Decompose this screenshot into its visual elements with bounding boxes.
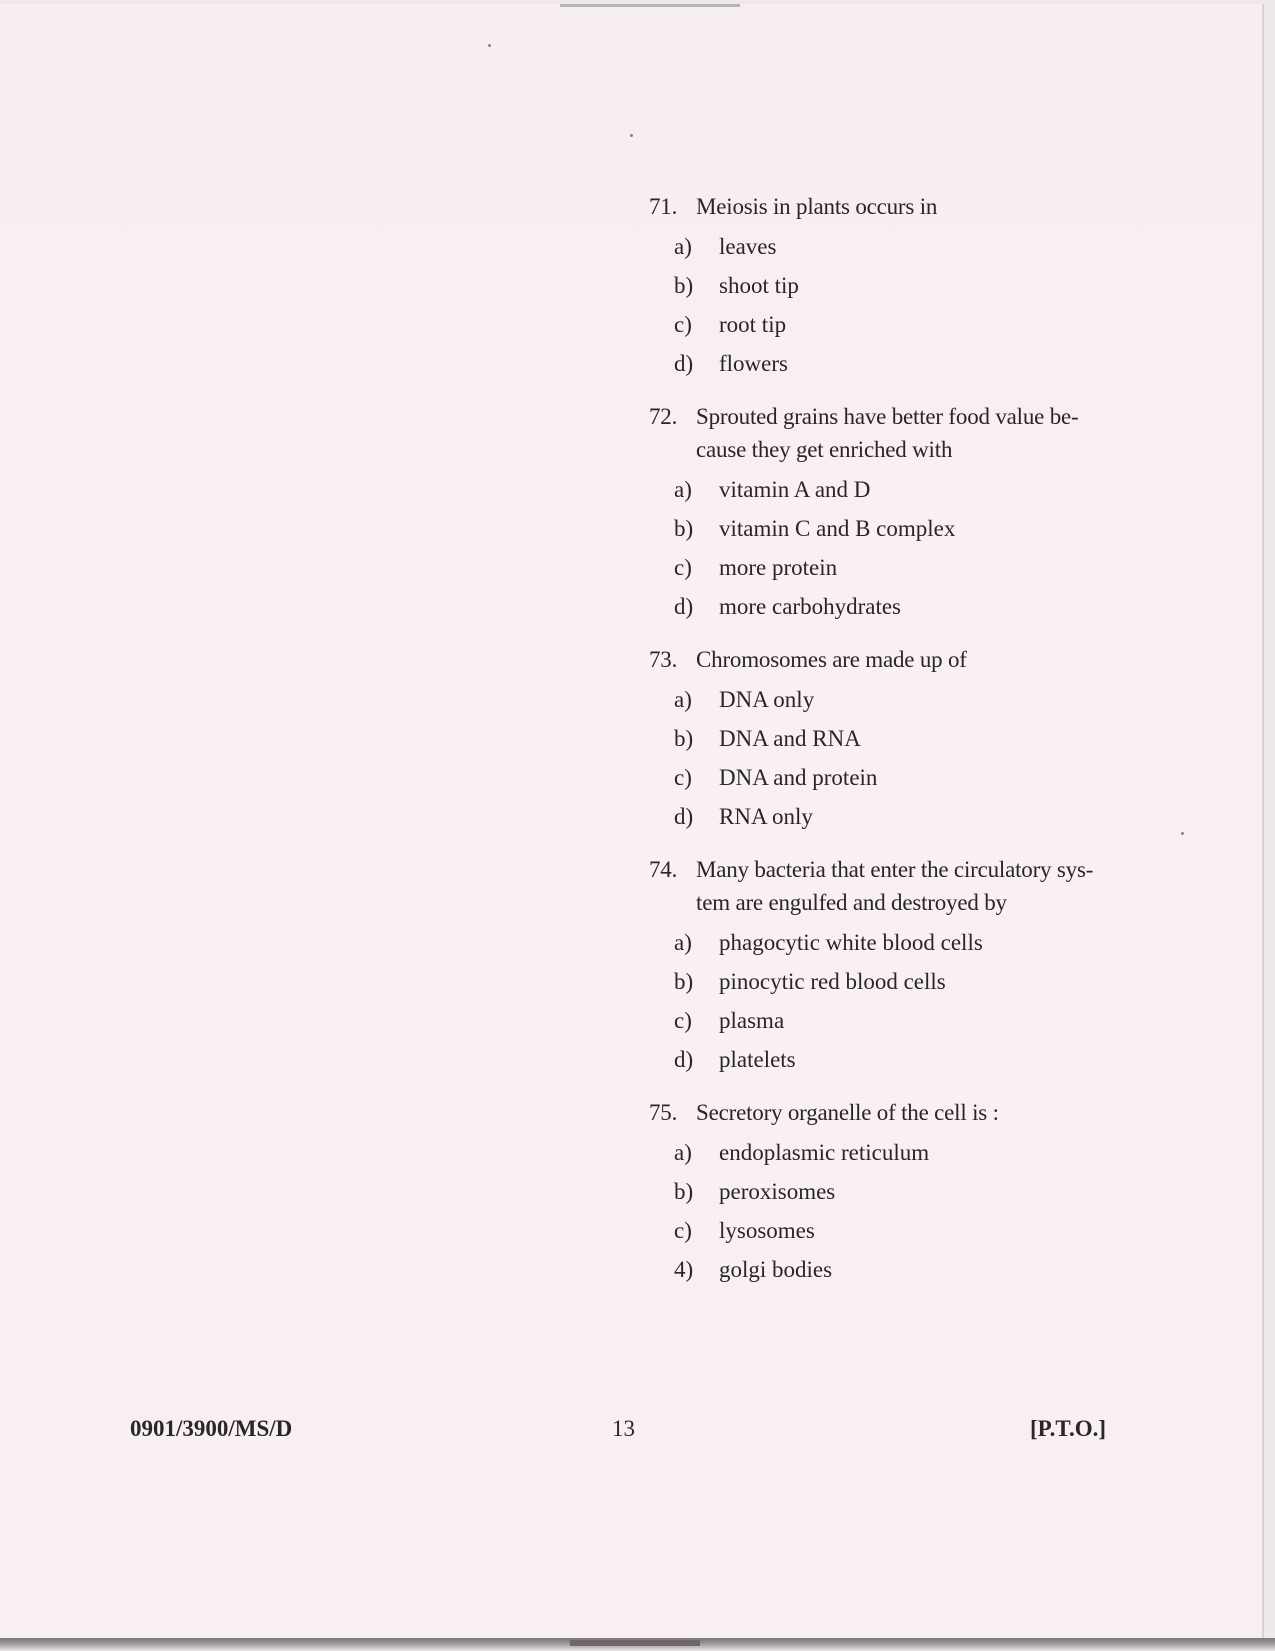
option-text: phagocytic white blood cells — [719, 930, 983, 955]
option-text: RNA only — [719, 804, 813, 829]
option-text: vitamin A and D — [719, 477, 871, 502]
option-label: c) — [674, 555, 692, 580]
question-number: 71. — [649, 194, 678, 219]
option-label: 4) — [674, 1257, 694, 1282]
option-label: a) — [674, 930, 692, 955]
option-label: c) — [674, 312, 692, 337]
paper-speck — [630, 134, 633, 137]
option-c — [649, 305, 1119, 344]
option-text: golgi bodies — [719, 1257, 833, 1282]
option-a — [649, 227, 1119, 266]
question-list — [649, 190, 1119, 1306]
question-73 — [649, 643, 1119, 836]
option-text: shoot tip — [719, 273, 799, 298]
option-text: endoplasmic reticulum — [719, 1140, 930, 1165]
option-text: flowers — [719, 351, 788, 376]
option-d — [649, 587, 1119, 626]
option-text: peroxisomes — [719, 1179, 836, 1204]
option-c — [649, 758, 1119, 797]
option-label: b) — [674, 273, 694, 298]
paper-speck — [1181, 832, 1184, 835]
option-list — [649, 470, 1119, 626]
question-stem — [649, 853, 1119, 919]
option-text: DNA and protein — [719, 765, 878, 790]
option-b — [649, 962, 1119, 1001]
option-label: d) — [674, 804, 694, 829]
question-stem — [649, 190, 1119, 223]
paper-speck — [488, 44, 491, 47]
question-number: 73. — [649, 647, 678, 672]
option-text: more protein — [719, 555, 838, 580]
option-text: platelets — [719, 1047, 796, 1072]
option-text: lysosomes — [719, 1218, 815, 1243]
option-a — [649, 923, 1119, 962]
option-label: b) — [674, 516, 694, 541]
option-c — [649, 1211, 1119, 1250]
option-a — [649, 1133, 1119, 1172]
option-c — [649, 1001, 1119, 1040]
question-text: Meiosis in plants occurs in — [696, 194, 938, 219]
question-number: 75. — [649, 1100, 678, 1125]
option-b — [649, 509, 1119, 548]
option-label: c) — [674, 1008, 692, 1033]
option-list — [649, 227, 1119, 383]
option-c — [649, 548, 1119, 587]
option-label: c) — [674, 765, 692, 790]
option-list — [649, 680, 1119, 836]
option-d — [649, 344, 1119, 383]
question-text: Sprouted grains have better food value be-cause they get enriched with — [696, 404, 1079, 462]
option-label: a) — [674, 234, 692, 259]
option-d — [649, 1040, 1119, 1079]
option-a — [649, 680, 1119, 719]
option-label: a) — [674, 477, 692, 502]
question-stem — [649, 1096, 1119, 1129]
question-72 — [649, 400, 1119, 626]
exam-page — [0, 4, 1262, 1644]
please-turn-over: [P.T.O.] — [1030, 1416, 1107, 1441]
question-74 — [649, 853, 1119, 1079]
question-stem — [649, 643, 1119, 676]
option-text: more carbohydrates — [719, 594, 902, 619]
option-text: DNA and RNA — [719, 726, 861, 751]
question-75 — [649, 1096, 1119, 1289]
option-label: b) — [674, 1179, 694, 1204]
option-label: b) — [674, 969, 694, 994]
option-label: c) — [674, 1218, 692, 1243]
option-text: plasma — [719, 1008, 785, 1033]
option-text: DNA only — [719, 687, 815, 712]
option-label: d) — [674, 1047, 694, 1072]
option-text: root tip — [719, 312, 787, 337]
page-top-edge — [560, 4, 740, 7]
option-label: d) — [674, 351, 694, 376]
option-a — [649, 470, 1119, 509]
option-d — [649, 797, 1119, 836]
option-list — [649, 923, 1119, 1079]
option-b — [649, 266, 1119, 305]
option-label: a) — [674, 1140, 692, 1165]
option-b — [649, 719, 1119, 758]
question-71 — [649, 190, 1119, 383]
question-text: Secretory organelle of the cell is : — [696, 1100, 999, 1125]
question-text: Many bacteria that enter the circulatory sys-tem are engulfed and destroyed by — [696, 857, 1094, 915]
option-text: leaves — [719, 234, 777, 259]
question-number: 74. — [649, 857, 678, 882]
option-label: d) — [674, 594, 694, 619]
option-text: pinocytic red blood cells — [719, 969, 946, 994]
option-list — [649, 1133, 1119, 1289]
option-label: a) — [674, 687, 692, 712]
scanner-tab — [570, 1640, 700, 1646]
option-b — [649, 1172, 1119, 1211]
option-text: vitamin C and B complex — [719, 516, 956, 541]
option-d — [649, 1250, 1119, 1289]
question-text: Chromosomes are made up of — [696, 647, 967, 672]
paper-code: 0901/3900/MS/D — [130, 1416, 293, 1441]
page-number: 13 — [612, 1416, 635, 1441]
question-stem — [649, 400, 1119, 466]
option-label: b) — [674, 726, 694, 751]
question-number: 72. — [649, 404, 678, 429]
